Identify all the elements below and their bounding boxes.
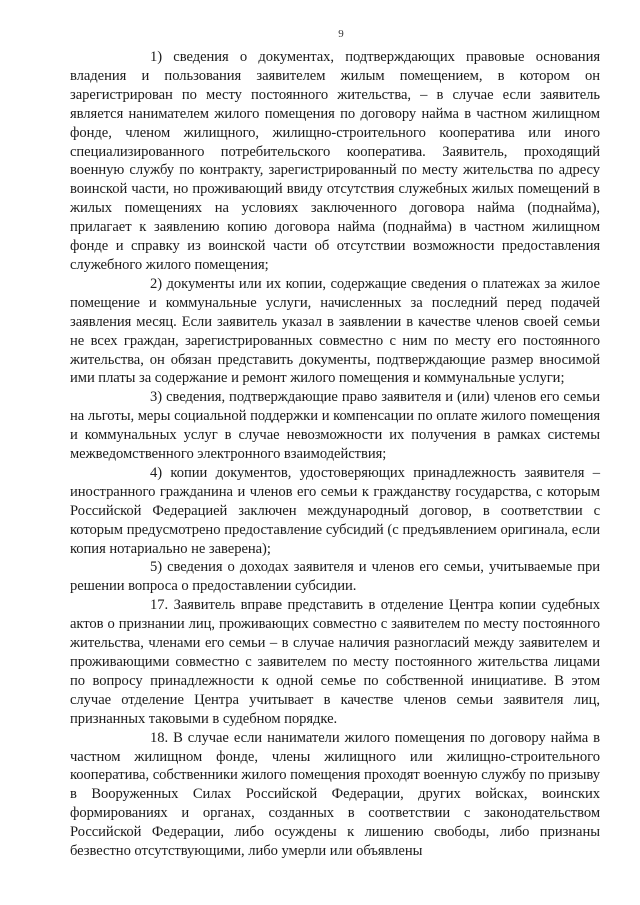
item-number: 3) <box>150 389 163 406</box>
item-text: копии документов, удостоверяющих принадлежность заявителя – иностранного гражданина и членов его семьи к гражданству государства, с которым Российской Федерацией заключен международный договор, в соответствии с которым предусмотрено предоставление субсидий (с предъявлением оригинала, если копия нотариально не заверена); <box>70 464 600 557</box>
item-text: сведения о документах, подтверждающих правовые основания владения и пользования заявителем жилым помещением, в котором он зарегистрирован по месту постоянного жительства, – в случае если заявитель является нанимателем жилого помещения по договору найма в частном жилищном фонде, членом жилищного, жилищно-строительного кооператива или иного специализированного потребительского кооператива. Заявитель, проходящий военную службу по контракту, зарегистрированный по месту жительства по адресу воинской части, но проживающий ввиду отсутствия служебных жилых помещений в жилых помещениях на условиях заключенного договора найма (поднайма), прилагает к заявлению копию договора найма (поднайма) в частном жилищном фонде и справку из воинской части об отсутствии возможности предоставления служебного жилого помещения; <box>70 49 600 273</box>
section-number: 18. <box>150 729 169 746</box>
item-text: сведения, подтверждающие право заявителя и (или) членов его семьи на льготы, меры социальной поддержки и компенсации по оплате жилого помещения и коммунальных услуг в случае невозможности их получения в рамках системы межведомственного электронного взаимодействия; <box>70 389 600 463</box>
item-text: документы или их копии, содержащие сведения о платежах за жилое помещение и коммунальные услуги, начисленных за последний перед подачей заявления месяц. Если заявитель указал в заявлении в качестве членов своей семьи не всех граждан, зарегистрированных совместно с ним по месту его постоянного жительства, он обязан представить документы, подтверждающие размер вносимой ими платы за содержание и ремонт жилого помещения и коммунальные услуги; <box>70 275 600 387</box>
item-number: 1) <box>150 49 163 65</box>
paragraph-section-17 <box>70 596 600 728</box>
item-number: 4) <box>150 464 163 481</box>
paragraph-item-4 <box>70 464 600 559</box>
paragraph-item-1 <box>70 48 600 275</box>
paragraph-item-2 <box>70 275 600 388</box>
section-text: Заявитель вправе представить в отделение Центра копии судебных актов о признании лиц, проживающих совместно с заявителем по месту постоянного жительства, членами его семьи – в случае наличия разногласий между заявителем и проживающими совместно с заявителем по месту постоянного жительства лицами по вопросу принадлежности к одной семье по собственной инициативе. В этом случае отделение Центра учитывает в качестве членов семьи заявителя лиц, признанных таковыми в судебном порядке. <box>70 597 601 727</box>
paragraph-item-5 <box>70 558 600 596</box>
page-number: 9 <box>338 28 344 40</box>
item-number: 5) <box>150 559 163 576</box>
item-text: сведения о доходах заявителя и членов его семьи, учитываемые при решении вопроса о предоставлении субсидии. <box>70 559 600 595</box>
paragraph-section-18 <box>70 729 600 861</box>
item-number: 2) <box>150 275 163 292</box>
section-text: В случае если наниматели жилого помещения по договору найма в частном жилищном фонде, члены жилищного или жилищно-строительного кооператива, собственники жилого помещения проходят военную службу по призыву в Вооруженных Силах Российской Федерации, других войсках, воинских формированиях и органах, созданных в соответствии с законодательством Российской Федерации, либо осуждены к лишению свободы, либо признаны безвестно отсутствующими, либо умерли или объявлены <box>70 729 600 860</box>
section-number: 17. <box>150 597 169 614</box>
paragraph-item-3 <box>70 388 600 464</box>
